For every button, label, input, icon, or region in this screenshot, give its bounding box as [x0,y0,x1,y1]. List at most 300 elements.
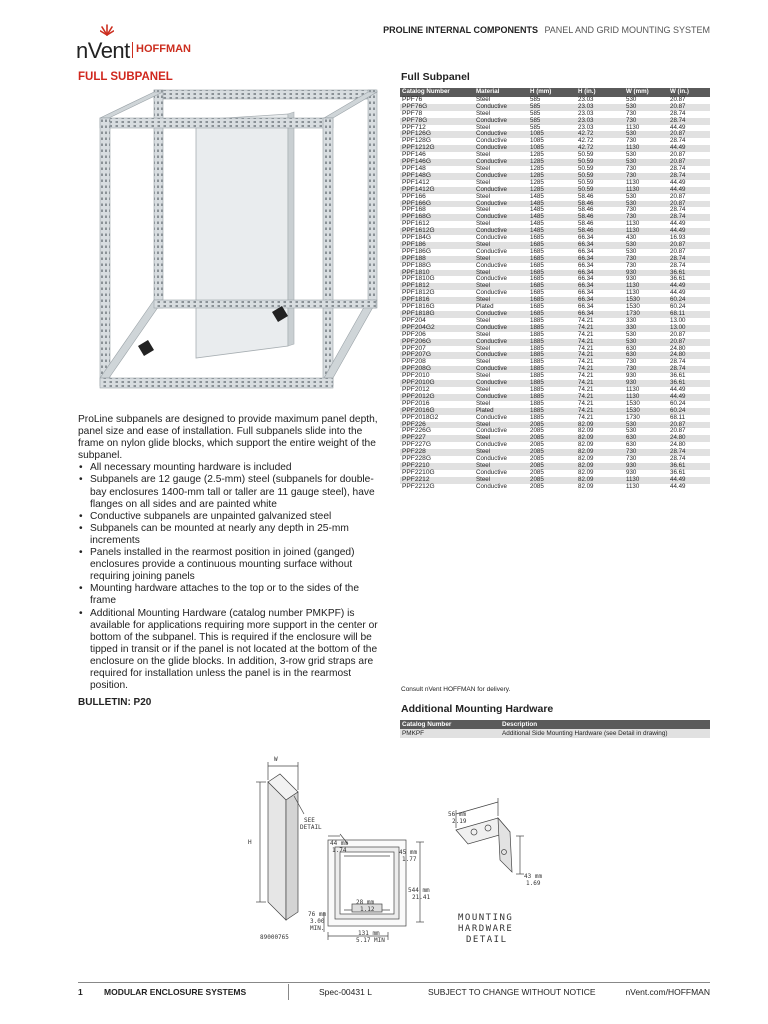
table-row [400,428,710,435]
table-cell: 20.87 [670,330,686,338]
table-row [400,159,710,166]
table-cell: 530 [624,104,668,111]
table-cell: Plated [474,408,528,415]
table-cell: 1130 [626,220,640,228]
table-cell: 82.09 [576,435,624,442]
spec-table [400,88,710,491]
table-cell: PPF207G [400,352,474,359]
table-cell: 1130 [626,123,640,131]
table-cell: PPF1812G [402,289,435,297]
table-cell: 1485 [528,228,576,235]
table-cell: Steel [474,242,528,249]
table-cell: 2085 [528,435,576,442]
table-cell: 28.74 [670,137,686,145]
table-cell: Steel [474,422,528,429]
table-cell: 730 [624,366,668,373]
table-cell: Steel [476,192,491,200]
table-cell: Steel [476,123,491,131]
table-cell: PPF1412G [400,187,474,194]
header-section [383,25,710,35]
table-cell: Steel [476,109,491,117]
table-cell: PPF712 [402,123,426,131]
table-cell: 1685 [530,247,544,255]
table-cell: 60.24 [670,303,686,311]
table-cell: 1285 [528,187,576,194]
table-cell: 13.00 [670,316,686,324]
table-cell: 82.09 [576,477,624,484]
table-cell: PPF146 [402,151,426,159]
table-cell: PPF76 [402,95,423,103]
table-cell: 74.21 [576,352,624,359]
dim-44-in: 1.74 [332,847,347,854]
table-cell: 74.21 [576,366,624,373]
table-cell: 24.80 [670,441,686,449]
table-cell: Steel [476,385,491,393]
table-cell: 930 [626,468,637,476]
table-cell: PPF1810G [402,275,435,283]
table-cell: 630 [624,352,668,359]
table-cell: 16.93 [670,234,686,242]
table-cell: PPF166 [402,192,426,200]
table-cell: 730 [626,358,637,366]
table-cell: Steel [476,151,491,159]
table-cell: 28.74 [668,173,710,180]
table-cell: Conductive [474,311,528,318]
brand-sub: HOFFMAN [136,43,191,55]
table-cell: 585 [528,118,576,125]
dim-28-mm: 28 mm [356,899,375,906]
column-header: H (in.) [576,88,624,97]
table-cell: 1885 [528,394,576,401]
table-cell: PPF166G [400,201,474,208]
table-cell: 66.34 [578,289,594,297]
table-cell: 20.87 [670,95,686,103]
table-cell: Additional Side Mounting Hardware (see Detail in drawing) [500,729,710,738]
list-item: • Subpanels are 12 gauge (2.5-mm) steel (subpanels for double-bay enclosures 1400-mm tall or taller are 11 gauge steel), have flanges on all sides and are painted white [78,474,384,510]
table-cell: 44.49 [668,145,710,152]
table-cell: 530 [626,427,637,435]
table-cell: 20.87 [668,201,710,208]
table-cell: Steel [474,463,528,470]
table-cell: 42.72 [578,137,594,145]
table-cell: 530 [624,159,668,166]
table-cell: 1885 [528,339,576,346]
table-cell: 58.46 [576,201,624,208]
table-cell: 1685 [530,275,544,283]
see-detail-1: SEE [304,817,315,824]
table-cell: PPF148 [402,164,426,172]
table-row [400,463,710,470]
table-cell: 530 [626,247,637,255]
table-cell: PPF206G [400,339,474,346]
table-cell: Steel [476,358,491,366]
table-cell: PPF1818G [400,311,474,318]
table-cell: 1885 [530,385,544,393]
table-cell: Conductive [476,137,507,145]
table-cell: 930 [624,270,668,277]
table-cell: 1530 [626,399,640,407]
table-cell: 58.46 [578,220,594,228]
table-cell: 24.80 [670,344,686,352]
table-cell: PPF2212G [402,482,435,490]
table-cell: Conductive [476,468,507,476]
table-cell: Steel [476,330,491,338]
table-cell: Conductive [474,173,528,180]
table-cell: 20.87 [670,192,686,200]
table-cell: Conductive [474,118,528,125]
table-cell: 1885 [530,372,544,380]
table-cell: Conductive [474,394,528,401]
table-cell: Steel [474,449,528,456]
table-cell: 58.46 [578,206,594,214]
dim-76-in: 3.00 [310,918,325,925]
table-cell: 58.46 [576,228,624,235]
table-cell: 2085 [530,468,544,476]
table-cell: 630 [626,344,637,352]
table-cell: 50.59 [576,173,624,180]
table-cell: 23.03 [578,95,594,103]
table-row [400,339,710,346]
table-cell: 66.34 [576,270,624,277]
table-cell: PPF78 [402,109,423,117]
table-cell: 2085 [528,449,576,456]
column-header: Catalog Number [400,88,474,97]
table-row [400,263,710,270]
column-header: Material [474,88,528,97]
table-cell: 28.74 [668,366,710,373]
table-cell: PPF1612G [400,228,474,235]
table-cell: 530 [626,95,637,103]
table-row [400,401,710,408]
table-cell: 44.49 [668,283,710,290]
table-cell: Conductive [474,352,528,359]
table-row [400,256,710,263]
table-cell: 66.34 [576,297,624,304]
table-cell: 20.87 [668,131,710,138]
table-cell: 28.74 [668,214,710,221]
table-row [400,456,710,463]
dim-56-in: 2.19 [452,818,467,825]
table-cell: PPF208 [402,358,426,366]
table-cell: Steel [476,164,491,172]
table-row [400,449,710,456]
table-cell: PPF226G [402,427,431,435]
table-cell: 530 [624,242,668,249]
table-cell: 36.61 [668,463,710,470]
table-row [400,125,710,132]
table-cell: PPF1212G [400,145,474,152]
table-cell: 730 [626,164,637,172]
table-cell: 66.34 [578,234,594,242]
table-cell: 82.09 [578,441,594,449]
table-row [400,311,710,318]
table-cell: Steel [476,206,491,214]
table-cell: PPF2018G2 [402,413,439,421]
table-cell: 50.59 [578,164,594,172]
list-item: • Subpanels can be mounted at nearly any depth in 25-mm increments [78,523,384,547]
table-cell: 1885 [530,413,544,421]
table-row [400,138,710,145]
table-cell: 330 [626,316,637,324]
table-row [400,729,710,738]
table-cell: 1130 [624,228,668,235]
table-row [400,442,710,449]
table-cell: Steel [476,316,491,324]
table-cell: 1685 [530,234,544,242]
table-cell: 730 [624,118,668,125]
table-cell: 1130 [624,145,668,152]
table-cell: 730 [624,449,668,456]
table-cell: 50.59 [576,159,624,166]
table-cell: 2085 [530,455,544,463]
detail-label-3: DETAIL [466,935,508,945]
table-cell: Conductive [474,214,528,221]
table-cell: 82.09 [576,449,624,456]
table-row [400,104,710,111]
table-cell: 530 [624,339,668,346]
table-cell: 74.21 [578,330,594,338]
table-cell: 66.34 [578,303,594,311]
table-row [400,290,710,297]
table-cell: PPF2016G [400,408,474,415]
table-cell: 50.59 [578,178,594,186]
table-cell: 530 [624,422,668,429]
table-cell: 1285 [530,151,544,159]
table-cell: 50.59 [576,187,624,194]
table-cell: 36.61 [670,275,686,283]
table-cell: Steel [476,372,491,380]
table-cell: PMKPF [400,729,500,738]
table-row [400,166,710,173]
table-cell: 44.49 [670,385,686,393]
dim-544-in: 21.41 [412,894,431,901]
table-cell: Conductive [476,441,507,449]
table-cell: 730 [626,137,637,145]
amh-header-row [400,720,710,729]
table-cell: 74.21 [576,408,624,415]
table-cell: 1485 [528,201,576,208]
table-cell: 1730 [626,413,640,421]
detail-label-2: HARDWARE [458,924,514,934]
table-cell: Steel [474,270,528,277]
table-cell: 60.24 [668,408,710,415]
brand-divider [132,42,133,58]
table-cell: 74.21 [576,325,624,332]
table-cell: Conductive [474,325,528,332]
table-cell: 20.87 [670,151,686,159]
table-cell: 20.87 [668,104,710,111]
table-cell: Plated [476,303,494,311]
table-cell: 1685 [528,283,576,290]
table-cell: 44.49 [670,178,686,186]
table-cell: 530 [624,201,668,208]
table-cell: 2085 [528,477,576,484]
table-cell: Conductive [476,413,507,421]
table-cell: 1885 [530,358,544,366]
table-cell: PPF1812 [400,283,474,290]
table-cell: 1130 [626,178,640,186]
footer-spec: Spec-00431 L [319,987,372,997]
table-cell: 20.87 [670,247,686,255]
table-cell: PPF2210G [402,468,435,476]
dim-76-min: MIN. [310,925,325,932]
table-cell: 28.74 [670,109,686,117]
table-row [400,228,710,235]
table-cell: PPF2012G [400,394,474,401]
table-cell: 1685 [528,242,576,249]
table-cell: 66.34 [578,247,594,255]
table-cell: 930 [624,380,668,387]
column-header: W (mm) [624,88,668,97]
table-cell: Conductive [476,482,507,490]
table-cell: 66.34 [576,283,624,290]
table-cell: Conductive [474,145,528,152]
table-cell: 28.74 [670,261,686,269]
table-row [400,187,710,194]
table-row [400,111,710,118]
table-cell: Conductive [474,339,528,346]
table-cell: PPF148G [400,173,474,180]
table-cell: PPF1412 [402,178,430,186]
table-cell: PPF168 [402,206,426,214]
table-row [400,152,710,159]
table-cell: 44.49 [670,289,686,297]
table-row [400,131,710,138]
table-cell: 74.21 [578,385,594,393]
table-cell: PPF78G [400,118,474,125]
table-cell: 1885 [530,330,544,338]
table-row [400,194,710,201]
table-row [400,201,710,208]
table-cell: Conductive [476,234,507,242]
table-cell: PPF188 [400,256,474,263]
amh-table [400,720,710,738]
list-item: • Conductive subpanels are unpainted galvanized steel [78,511,384,523]
table-cell: 44.49 [668,394,710,401]
table-cell: 58.46 [578,192,594,200]
table-cell: Steel [474,256,528,263]
table-cell: 1130 [626,482,640,490]
table-row [400,283,710,290]
table-cell: 2085 [530,482,544,490]
dim-45-mm: 45 mm [399,849,418,856]
list-item: • Mounting hardware attaches to the top or to the sides of the frame [78,583,384,607]
table-row [400,477,710,484]
table-cell: PPF186G [402,247,431,255]
table-cell: 74.21 [576,380,624,387]
table-cell: 66.34 [576,311,624,318]
dim-44-mm: 44 mm [330,840,349,847]
table-cell: 1485 [530,206,544,214]
table-cell: 36.61 [668,380,710,387]
table-row [400,276,710,283]
dim-w: W [274,756,278,763]
table-cell: 1530 [624,408,668,415]
column-header: W (in.) [668,88,710,97]
table-cell: 530 [624,131,668,138]
table-cell: 36.61 [670,372,686,380]
table-cell: Conductive [476,275,507,283]
table-cell: 28.74 [670,206,686,214]
table-cell: 1885 [530,316,544,324]
table-cell: 1285 [528,173,576,180]
table-cell: 74.21 [576,394,624,401]
table-row [400,415,710,422]
feature-list [78,462,384,692]
part-number: 89000765 [260,934,289,941]
table-cell: 82.09 [578,427,594,435]
table-row [400,249,710,256]
table-row [400,408,710,415]
table-cell: Steel [474,283,528,290]
table-cell: 74.21 [578,372,594,380]
footer-url[interactable]: nVent.com/HOFFMAN [625,987,710,997]
table-row [400,297,710,304]
footer-section: MODULAR ENCLOSURE SYSTEMS [104,987,247,997]
table-cell: 66.34 [578,275,594,283]
table-cell: Steel [476,178,491,186]
table-cell: 82.09 [578,455,594,463]
dim-131-in: 5.17 MIN [356,937,385,944]
table-cell: PPF2012 [402,385,430,393]
table-cell: 930 [626,372,637,380]
table-cell: PPF1810 [400,270,474,277]
table-cell: 74.21 [578,413,594,421]
table-cell: 1285 [530,178,544,186]
table-cell: 44.49 [668,187,710,194]
amh-table-title: Additional Mounting Hardware [401,703,554,715]
table-cell: 1885 [528,408,576,415]
dim-43-in: 1.69 [526,880,541,887]
table-row [400,270,710,277]
table-cell: PPF228 [400,449,474,456]
table-cell: 44.49 [670,220,686,228]
table-cell: 1130 [624,394,668,401]
table-cell: PPF126G [400,131,474,138]
table-cell: 68.11 [668,311,710,318]
spec-table-head [400,88,710,97]
table-cell: 530 [626,330,637,338]
table-cell: 630 [626,441,637,449]
table-row [400,366,710,373]
table-cell: 430 [626,234,637,242]
table-cell: PPF188G [402,261,431,269]
table-cell: Steel [476,344,491,352]
table-cell: 13.00 [668,325,710,332]
table-cell: Conductive [476,289,507,297]
table-cell: PPF168G [400,214,474,221]
table-row [400,332,710,339]
table-cell: 1685 [530,303,544,311]
table-cell: 1685 [530,261,544,269]
table-cell: 930 [624,463,668,470]
table-cell: PPF146G [400,159,474,166]
table-cell: PPF204G2 [400,325,474,332]
table-cell: Steel [476,220,491,228]
intro-text: ProLine subpanels are designed to provide maximum panel depth, panel size and ease of installation. Full subpanels slide into the frame on nylon glide blocks, which support the entire weight of the subpanel. [78,414,378,462]
table-cell: PPF76G [400,104,474,111]
table-row [400,470,710,477]
table-cell: 730 [626,261,637,269]
table-cell: 58.46 [576,214,624,221]
table-cell: Conductive [476,247,507,255]
table-cell: 730 [624,256,668,263]
table-cell: 1885 [528,380,576,387]
table-cell: 1085 [528,131,576,138]
table-cell: 20.87 [668,339,710,346]
dim-28-in: 1.12 [360,906,375,913]
table-row [400,242,710,249]
